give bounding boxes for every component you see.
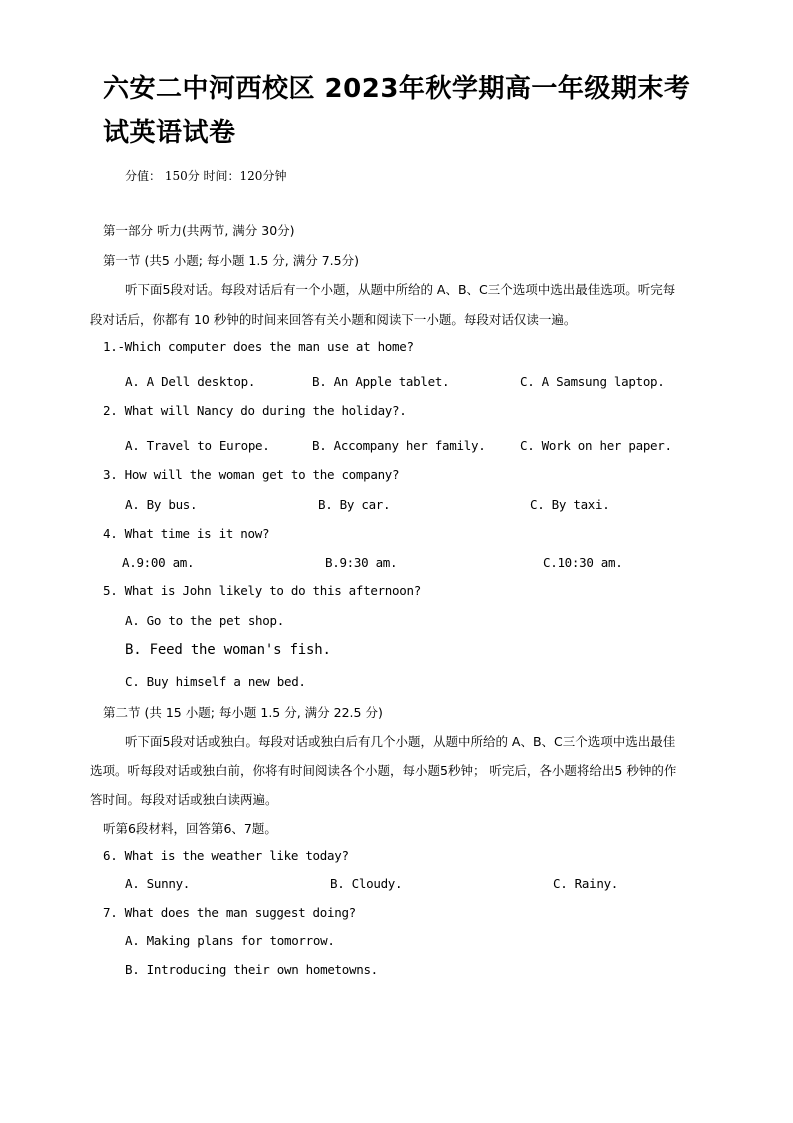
page-title-line-2: 试英语试卷: [103, 118, 236, 148]
q3-option-a: A. By bus.: [125, 497, 198, 512]
question-3: 3. How will the woman get to the company?: [103, 467, 400, 482]
section2-instructions-cont: 选项。听每段对话或独白前，你将有时间阅读各个小题，每小题5秒钟； 听完后，各小题将给出5 秒钟的作: [90, 763, 677, 778]
q2-option-a: A. Travel to Europe.: [125, 438, 270, 453]
question-4: 4. What time is it now?: [103, 526, 270, 541]
section2-instructions: 听下面5段对话或独白。每段对话或独白后有几个小题，从题中所给的 A、B、C三个选项中选出最佳: [125, 734, 676, 749]
q3-option-c: C. By taxi.: [530, 497, 610, 512]
q2-option-c: C. Work on her paper.: [520, 438, 672, 453]
q4-option-a: A.9:00 am.: [122, 555, 195, 570]
section1-heading: 第一节 (共5 小题; 每小题 1.5 分, 满分 7.5分): [103, 253, 359, 268]
q1-option-c: C. A Samsung laptop.: [520, 374, 665, 389]
q7-option-b: B. Introducing their own hometowns.: [125, 962, 378, 977]
q4-option-b: B.9:30 am.: [325, 555, 398, 570]
q1-option-a: A. A Dell desktop.: [125, 374, 256, 389]
q3-option-b: B. By car.: [318, 497, 391, 512]
q4-option-c: C.10:30 am.: [543, 555, 623, 570]
q6-option-a: A. Sunny.: [125, 876, 191, 891]
question-7: 7. What does the man suggest doing?: [103, 905, 356, 920]
question-2: 2. What will Nancy do during the holiday?.: [103, 403, 407, 418]
section2-instructions-end: 答时间。每段对话或独白读两遍。: [90, 792, 278, 807]
question-5: 5. What is John likely to do this afternoon?: [103, 583, 421, 598]
score-time-info: 分值： 150分 时间：120分钟: [125, 169, 287, 183]
q7-option-a: A. Making plans for tomorrow.: [125, 933, 335, 948]
q5-option-a: A. Go to the pet shop.: [125, 613, 284, 628]
material-note: 听第6段材料，回答第6、7题。: [103, 821, 277, 836]
q6-option-b: B. Cloudy.: [330, 876, 403, 891]
question-6: 6. What is the weather like today?: [103, 848, 349, 863]
q1-option-b: B. An Apple tablet.: [312, 374, 450, 389]
section1-instructions: 听下面5段对话。每段对话后有一个小题，从题中所给的 A、B、C三个选项中选出最佳选项。听完每: [125, 282, 676, 297]
q5-option-c: C. Buy himself a new bed.: [125, 674, 306, 689]
page-title-line-1: 六安二中河西校区 2023年秋学期高一年级期末考: [103, 74, 691, 104]
part1-heading: 第一部分 听力(共两节, 满分 30分): [103, 223, 295, 238]
q2-option-b: B. Accompany her family.: [312, 438, 486, 453]
section1-instructions-cont: 段对话后，你都有 10 秒钟的时间来回答有关小题和阅读下一小题。每段对话仅读一遍。: [90, 312, 577, 327]
question-1: 1.-Which computer does the man use at home?: [103, 339, 414, 354]
q5-option-b: B. Feed the woman's fish.: [125, 642, 331, 658]
q6-option-c: C. Rainy.: [553, 876, 619, 891]
section2-heading: 第二节 (共 15 小题; 每小题 1.5 分, 满分 22.5 分): [103, 705, 383, 720]
